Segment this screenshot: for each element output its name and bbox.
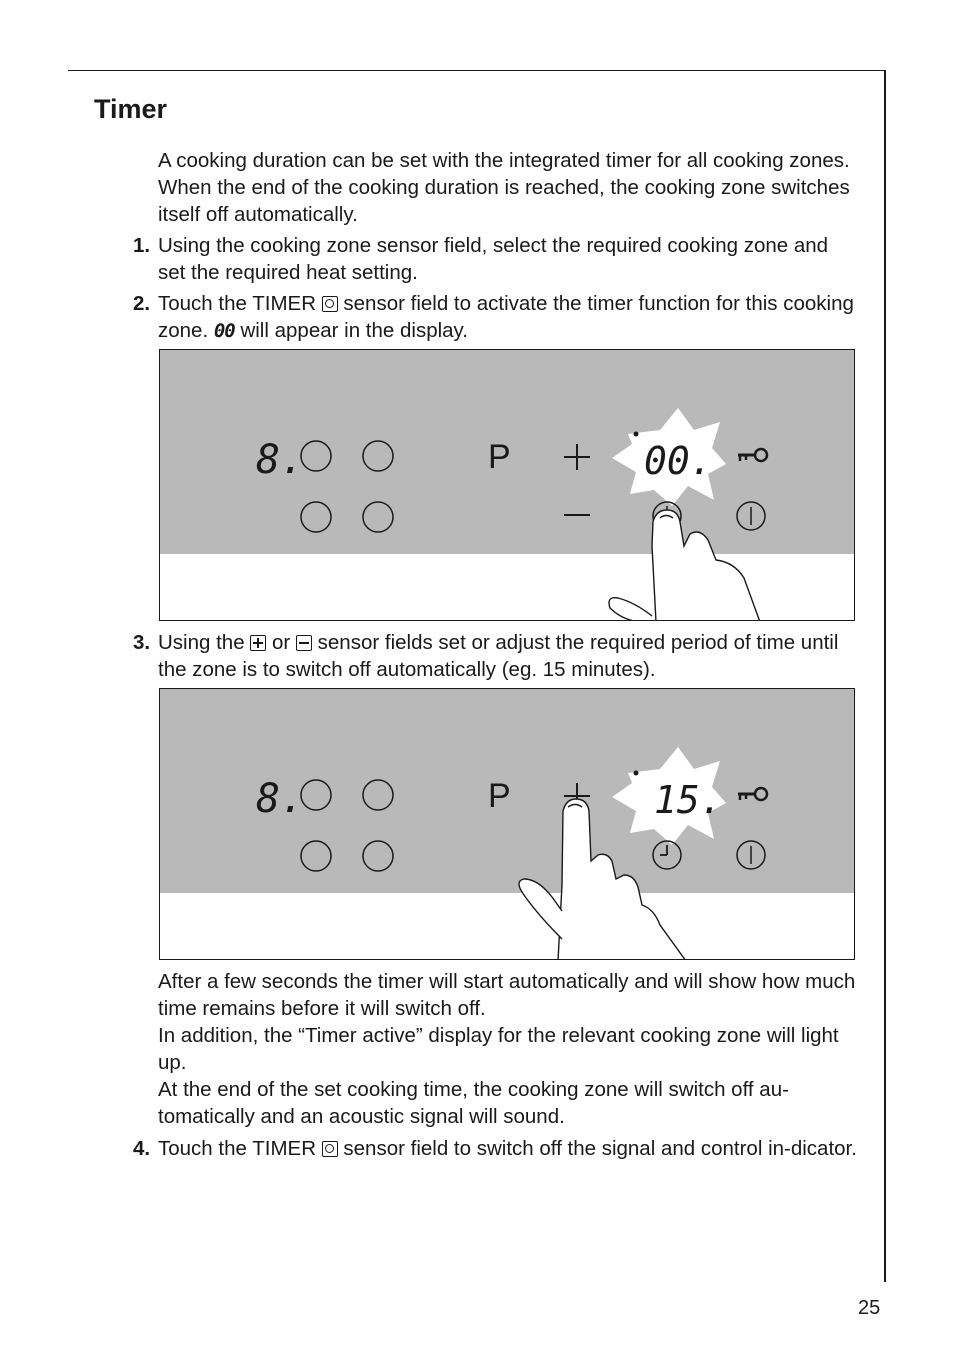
program-button[interactable]: P [488,777,511,815]
step-4-number: 4. [133,1137,151,1160]
display-value: 00 [213,320,235,342]
step-2-part1: Touch the TIMER [158,292,316,315]
step-3-part2: or [272,631,291,654]
step-3-number: 3. [133,631,151,654]
hob-control-panel-2 [159,688,855,960]
step-3-part3: sensor fields set or adjust the required period of time until the zone is to switch off automatically (eg. 15 minutes). [158,631,839,681]
step-2-part3: will appear in the display. [240,319,468,342]
after-paragraph-3: At the end of the set cooking time, the cooking zone will switch off au-tomatically and an acoustic signal will sound. [158,1078,789,1128]
after-paragraph-1: After a few seconds the timer will start automatically and will show how much time remains before it will switch off. [158,970,856,1020]
indicator-dot [634,771,639,776]
minus-icon [296,635,312,651]
zone-digit: 8. [256,437,305,483]
step-4-text [158,1135,858,1162]
program-button[interactable]: P [488,438,511,476]
step-3-part1: Using the [158,631,245,654]
side-rule [884,70,886,1282]
step-2-number: 2. [133,292,151,315]
indicator-dot [634,432,639,437]
step-4-part1: Touch the TIMER [158,1137,316,1160]
step-2-part2: sensor field to activate the timer function for this cooking zone. [158,292,854,342]
top-rule [68,70,886,71]
step-3-text [158,629,858,683]
step-1-number: 1. [133,234,151,257]
clock-icon [322,296,338,312]
section-title: Timer [94,94,168,124]
step-4-part2: sensor field to switch off the signal and control in-dicator. [343,1137,857,1160]
plus-icon [250,635,266,651]
after-paragraph-2: In addition, the “Timer active” display for the relevant cooking zone will light up. [158,1024,839,1074]
hob-control-panel-1 [159,349,855,621]
step-2-text [158,290,858,345]
intro-paragraph: A cooking duration can be set with the integrated timer for all cooking zones. When the end of the cooking duration is reached, the cooking zone switches itself off automatically. [158,149,850,226]
page-number: 25 [858,1297,881,1319]
clock-icon [322,1141,338,1157]
timer-display: 00. [644,439,713,483]
timer-display: 15. [654,778,723,822]
zone-digit: 8. [256,776,305,822]
step-1-text: Using the cooking zone sensor field, select the required cooking zone and set the required heat setting. [158,234,829,284]
panel-1-graphic [160,350,855,621]
panel-2-graphic [160,689,855,960]
